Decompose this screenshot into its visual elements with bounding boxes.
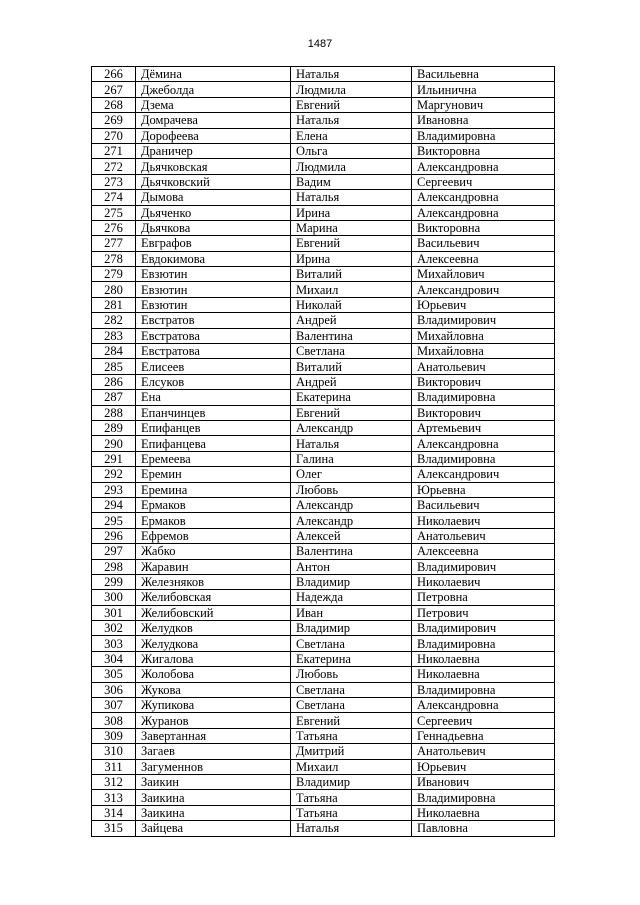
table-row: [92, 698, 555, 713]
first-name-cell: Наталья: [291, 821, 412, 836]
row-number-cell: 303: [92, 636, 136, 651]
patronymic-cell: Михайловна: [412, 344, 555, 359]
first-name-cell: Виталий: [291, 267, 412, 282]
row-number-cell: 271: [92, 143, 136, 158]
first-name-cell: Алексей: [291, 528, 412, 543]
last-name-cell: Джеболда: [136, 82, 291, 97]
patronymic-cell: Владимирович: [412, 621, 555, 636]
row-number-cell: 276: [92, 220, 136, 235]
row-number-cell: 308: [92, 713, 136, 728]
first-name-cell: Людмила: [291, 82, 412, 97]
row-number-cell: 292: [92, 467, 136, 482]
row-number-cell: 296: [92, 528, 136, 543]
table-row: [92, 97, 555, 112]
row-number-cell: 312: [92, 774, 136, 789]
first-name-cell: Светлана: [291, 344, 412, 359]
row-number-cell: 280: [92, 282, 136, 297]
patronymic-cell: Николаевич: [412, 574, 555, 589]
first-name-cell: Евгений: [291, 405, 412, 420]
table-row: [92, 174, 555, 189]
first-name-cell: Любовь: [291, 482, 412, 497]
table-row: [92, 467, 555, 482]
last-name-cell: Журанов: [136, 713, 291, 728]
first-name-cell: Наталья: [291, 113, 412, 128]
last-name-cell: Дзема: [136, 97, 291, 112]
table-row: [92, 528, 555, 543]
row-number-cell: 300: [92, 590, 136, 605]
last-name-cell: Ермаков: [136, 497, 291, 512]
last-name-cell: Загуменнов: [136, 759, 291, 774]
last-name-cell: Зайцева: [136, 821, 291, 836]
last-name-cell: Дорофеева: [136, 128, 291, 143]
last-name-cell: Евстратова: [136, 328, 291, 343]
table-row: [92, 621, 555, 636]
first-name-cell: Светлана: [291, 682, 412, 697]
table-row: [92, 744, 555, 759]
patronymic-cell: Александровна: [412, 190, 555, 205]
row-number-cell: 299: [92, 574, 136, 589]
table-row: [92, 113, 555, 128]
patronymic-cell: Александровна: [412, 436, 555, 451]
patronymic-cell: Маргунович: [412, 97, 555, 112]
row-number-cell: 288: [92, 405, 136, 420]
patronymic-cell: Владимировна: [412, 451, 555, 466]
patronymic-cell: Иванович: [412, 774, 555, 789]
row-number-cell: 277: [92, 236, 136, 251]
last-name-cell: Евдокимова: [136, 251, 291, 266]
table-row: [92, 728, 555, 743]
row-number-cell: 283: [92, 328, 136, 343]
last-name-cell: Дьячковский: [136, 174, 291, 189]
last-name-cell: Заикина: [136, 790, 291, 805]
first-name-cell: Светлана: [291, 636, 412, 651]
first-name-cell: Татьяна: [291, 790, 412, 805]
first-name-cell: Наталья: [291, 190, 412, 205]
table-row: [92, 774, 555, 789]
row-number-cell: 268: [92, 97, 136, 112]
last-name-cell: Епанчинцев: [136, 405, 291, 420]
first-name-cell: Владимир: [291, 574, 412, 589]
last-name-cell: Жигалова: [136, 651, 291, 666]
first-name-cell: Елена: [291, 128, 412, 143]
patronymic-cell: Викторовна: [412, 143, 555, 158]
table-row: [92, 236, 555, 251]
patronymic-cell: Ивановна: [412, 113, 555, 128]
last-name-cell: Епифанцев: [136, 420, 291, 435]
row-number-cell: 286: [92, 374, 136, 389]
row-number-cell: 287: [92, 390, 136, 405]
names-table-body: [92, 67, 555, 837]
last-name-cell: Елисеев: [136, 359, 291, 374]
last-name-cell: Жупикова: [136, 698, 291, 713]
last-name-cell: Заикин: [136, 774, 291, 789]
last-name-cell: Жабко: [136, 544, 291, 559]
row-number-cell: 272: [92, 159, 136, 174]
table-row: [92, 390, 555, 405]
patronymic-cell: Викторович: [412, 405, 555, 420]
table-row: [92, 374, 555, 389]
last-name-cell: Ермаков: [136, 513, 291, 528]
last-name-cell: Домрачева: [136, 113, 291, 128]
last-name-cell: Евзютин: [136, 267, 291, 282]
first-name-cell: Александр: [291, 513, 412, 528]
row-number-cell: 282: [92, 313, 136, 328]
table-row: [92, 282, 555, 297]
first-name-cell: Валентина: [291, 544, 412, 559]
first-name-cell: Михаил: [291, 759, 412, 774]
row-number-cell: 305: [92, 667, 136, 682]
first-name-cell: Вадим: [291, 174, 412, 189]
row-number-cell: 313: [92, 790, 136, 805]
last-name-cell: Дьячковская: [136, 159, 291, 174]
last-name-cell: Евграфов: [136, 236, 291, 251]
row-number-cell: 269: [92, 113, 136, 128]
first-name-cell: Андрей: [291, 374, 412, 389]
patronymic-cell: Александровна: [412, 159, 555, 174]
table-row: [92, 513, 555, 528]
table-row: [92, 559, 555, 574]
table-row: [92, 790, 555, 805]
patronymic-cell: Юрьевич: [412, 759, 555, 774]
table-row: [92, 251, 555, 266]
last-name-cell: Желибовский: [136, 605, 291, 620]
patronymic-cell: Михайловна: [412, 328, 555, 343]
row-number-cell: 290: [92, 436, 136, 451]
row-number-cell: 314: [92, 805, 136, 820]
last-name-cell: Дьячкова: [136, 220, 291, 235]
table-row: [92, 190, 555, 205]
patronymic-cell: Сергеевич: [412, 713, 555, 728]
first-name-cell: Валентина: [291, 328, 412, 343]
patronymic-cell: Александровна: [412, 205, 555, 220]
table-row: [92, 128, 555, 143]
last-name-cell: Еремина: [136, 482, 291, 497]
row-number-cell: 267: [92, 82, 136, 97]
row-number-cell: 293: [92, 482, 136, 497]
table-row: [92, 267, 555, 282]
patronymic-cell: Васильевич: [412, 236, 555, 251]
table-row: [92, 82, 555, 97]
patronymic-cell: Владимировна: [412, 790, 555, 805]
patronymic-cell: Михайлович: [412, 267, 555, 282]
patronymic-cell: Владимировна: [412, 636, 555, 651]
last-name-cell: Евстратова: [136, 344, 291, 359]
table-row: [92, 590, 555, 605]
first-name-cell: Дмитрий: [291, 744, 412, 759]
last-name-cell: Епифанцева: [136, 436, 291, 451]
patronymic-cell: Васильевна: [412, 67, 555, 82]
table-row: [92, 359, 555, 374]
patronymic-cell: Владимировна: [412, 128, 555, 143]
last-name-cell: Еремин: [136, 467, 291, 482]
last-name-cell: Желудкова: [136, 636, 291, 651]
last-name-cell: Еремеева: [136, 451, 291, 466]
first-name-cell: Андрей: [291, 313, 412, 328]
row-number-cell: 297: [92, 544, 136, 559]
table-row: [92, 297, 555, 312]
table-row: [92, 313, 555, 328]
table-row: [92, 636, 555, 651]
row-number-cell: 278: [92, 251, 136, 266]
patronymic-cell: Петрович: [412, 605, 555, 620]
row-number-cell: 274: [92, 190, 136, 205]
first-name-cell: Олег: [291, 467, 412, 482]
patronymic-cell: Ильинична: [412, 82, 555, 97]
first-name-cell: Татьяна: [291, 805, 412, 820]
patronymic-cell: Николаевич: [412, 513, 555, 528]
table-row: [92, 451, 555, 466]
first-name-cell: Галина: [291, 451, 412, 466]
last-name-cell: Дьяченко: [136, 205, 291, 220]
patronymic-cell: Александрович: [412, 282, 555, 297]
patronymic-cell: Павловна: [412, 821, 555, 836]
row-number-cell: 294: [92, 497, 136, 512]
row-number-cell: 281: [92, 297, 136, 312]
last-name-cell: Железняков: [136, 574, 291, 589]
last-name-cell: Загаев: [136, 744, 291, 759]
patronymic-cell: Петровна: [412, 590, 555, 605]
first-name-cell: Ольга: [291, 143, 412, 158]
patronymic-cell: Анатольевич: [412, 359, 555, 374]
patronymic-cell: Анатольевич: [412, 528, 555, 543]
table-row: [92, 667, 555, 682]
patronymic-cell: Викторович: [412, 374, 555, 389]
patronymic-cell: Васильевич: [412, 497, 555, 512]
row-number-cell: 295: [92, 513, 136, 528]
first-name-cell: Евгений: [291, 713, 412, 728]
row-number-cell: 302: [92, 621, 136, 636]
last-name-cell: Ена: [136, 390, 291, 405]
last-name-cell: Евзютин: [136, 282, 291, 297]
first-name-cell: Николай: [291, 297, 412, 312]
table-row: [92, 805, 555, 820]
patronymic-cell: Викторовна: [412, 220, 555, 235]
table-row: [92, 220, 555, 235]
last-name-cell: Желибовская: [136, 590, 291, 605]
table-row: [92, 651, 555, 666]
row-number-cell: 275: [92, 205, 136, 220]
first-name-cell: Светлана: [291, 698, 412, 713]
table-row: [92, 574, 555, 589]
first-name-cell: Наталья: [291, 67, 412, 82]
patronymic-cell: Алексеевна: [412, 251, 555, 266]
patronymic-cell: Николаевна: [412, 651, 555, 666]
last-name-cell: Заикина: [136, 805, 291, 820]
first-name-cell: Антон: [291, 559, 412, 574]
patronymic-cell: Владимировна: [412, 390, 555, 405]
patronymic-cell: Александрович: [412, 467, 555, 482]
table-row: [92, 159, 555, 174]
patronymic-cell: Александровна: [412, 698, 555, 713]
patronymic-cell: Николаевна: [412, 667, 555, 682]
table-row: [92, 205, 555, 220]
row-number-cell: 307: [92, 698, 136, 713]
last-name-cell: Завертанная: [136, 728, 291, 743]
patronymic-cell: Николаевна: [412, 805, 555, 820]
patronymic-cell: Владимировна: [412, 682, 555, 697]
patronymic-cell: Владимирович: [412, 313, 555, 328]
row-number-cell: 273: [92, 174, 136, 189]
row-number-cell: 279: [92, 267, 136, 282]
patronymic-cell: Артемьевич: [412, 420, 555, 435]
patronymic-cell: Геннадьевна: [412, 728, 555, 743]
first-name-cell: Владимир: [291, 774, 412, 789]
last-name-cell: Дымова: [136, 190, 291, 205]
table-row: [92, 759, 555, 774]
last-name-cell: Евзютин: [136, 297, 291, 312]
table-row: [92, 497, 555, 512]
first-name-cell: Виталий: [291, 359, 412, 374]
row-number-cell: 291: [92, 451, 136, 466]
row-number-cell: 315: [92, 821, 136, 836]
table-row: [92, 436, 555, 451]
row-number-cell: 311: [92, 759, 136, 774]
table-row: [92, 344, 555, 359]
last-name-cell: Жаравин: [136, 559, 291, 574]
first-name-cell: Надежда: [291, 590, 412, 605]
first-name-cell: Евгений: [291, 97, 412, 112]
table-row: [92, 328, 555, 343]
last-name-cell: Желудков: [136, 621, 291, 636]
first-name-cell: Александр: [291, 497, 412, 512]
last-name-cell: Ефремов: [136, 528, 291, 543]
table-row: [92, 143, 555, 158]
table-row: [92, 482, 555, 497]
last-name-cell: Драничер: [136, 143, 291, 158]
table-row: [92, 67, 555, 82]
table-row: [92, 713, 555, 728]
table-row: [92, 682, 555, 697]
row-number-cell: 289: [92, 420, 136, 435]
first-name-cell: Марина: [291, 220, 412, 235]
last-name-cell: Евстратов: [136, 313, 291, 328]
last-name-cell: Жукова: [136, 682, 291, 697]
row-number-cell: 270: [92, 128, 136, 143]
patronymic-cell: Юрьевна: [412, 482, 555, 497]
row-number-cell: 284: [92, 344, 136, 359]
row-number-cell: 285: [92, 359, 136, 374]
names-table: [91, 66, 555, 837]
first-name-cell: Ирина: [291, 251, 412, 266]
first-name-cell: Александр: [291, 420, 412, 435]
patronymic-cell: Юрьевич: [412, 297, 555, 312]
page-number: 1487: [307, 38, 333, 50]
table-row: [92, 821, 555, 836]
first-name-cell: Наталья: [291, 436, 412, 451]
table-row: [92, 605, 555, 620]
first-name-cell: Ирина: [291, 205, 412, 220]
patronymic-cell: Анатольевич: [412, 744, 555, 759]
table-row: [92, 544, 555, 559]
last-name-cell: Жолобова: [136, 667, 291, 682]
last-name-cell: Елсуков: [136, 374, 291, 389]
row-number-cell: 301: [92, 605, 136, 620]
table-row: [92, 420, 555, 435]
row-number-cell: 310: [92, 744, 136, 759]
first-name-cell: Людмила: [291, 159, 412, 174]
row-number-cell: 309: [92, 728, 136, 743]
patronymic-cell: Алексеевна: [412, 544, 555, 559]
row-number-cell: 266: [92, 67, 136, 82]
first-name-cell: Любовь: [291, 667, 412, 682]
patronymic-cell: Сергеевич: [412, 174, 555, 189]
row-number-cell: 304: [92, 651, 136, 666]
first-name-cell: Владимир: [291, 621, 412, 636]
patronymic-cell: Владимирович: [412, 559, 555, 574]
first-name-cell: Екатерина: [291, 390, 412, 405]
first-name-cell: Татьяна: [291, 728, 412, 743]
first-name-cell: Иван: [291, 605, 412, 620]
first-name-cell: Михаил: [291, 282, 412, 297]
last-name-cell: Дёмина: [136, 67, 291, 82]
first-name-cell: Евгений: [291, 236, 412, 251]
row-number-cell: 306: [92, 682, 136, 697]
first-name-cell: Екатерина: [291, 651, 412, 666]
row-number-cell: 298: [92, 559, 136, 574]
table-row: [92, 405, 555, 420]
